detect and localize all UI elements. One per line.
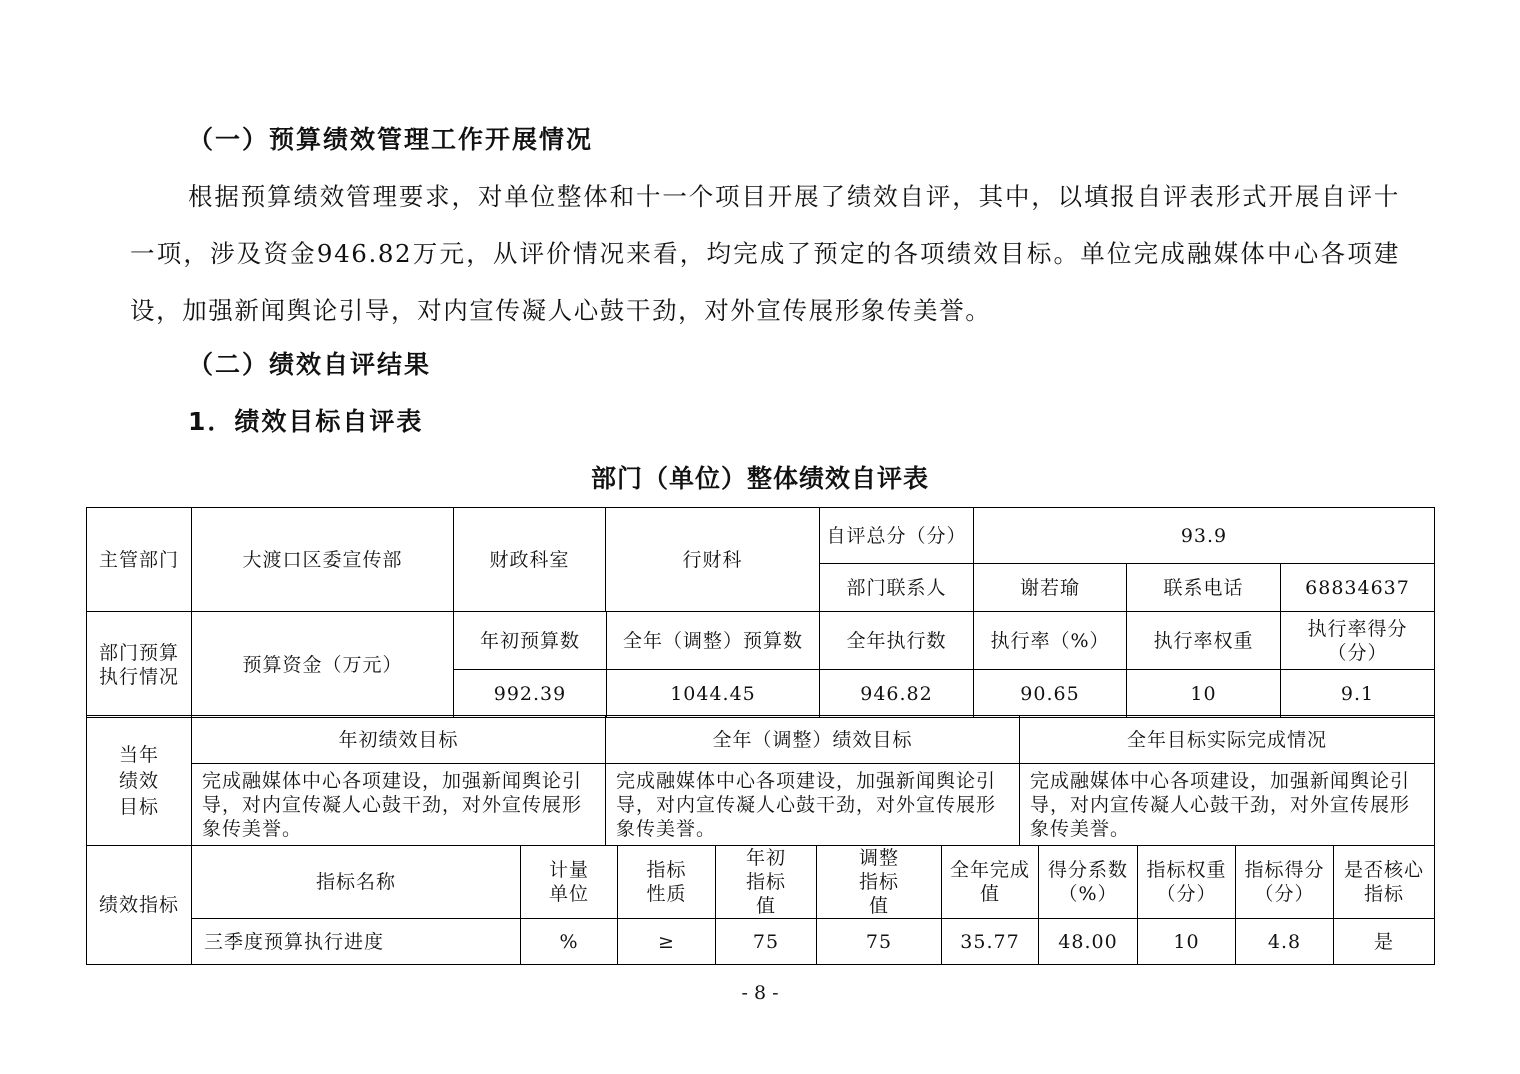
budget-header-rate: 执行率（%） [974,612,1127,670]
budget-header-initial: 年初预算数 [454,612,607,669]
indicator-name: 三季度预算执行进度 [192,919,521,965]
page-number: - 8 - [741,982,779,1004]
dept-label: 主管部门 [87,508,192,612]
budget-value-weight: 10 [1127,670,1281,718]
indicator-adjusted: 75 [817,919,942,965]
budget-value-cells [454,670,820,718]
indicators-table [86,845,1435,965]
budget-value-adjusted: 1044.45 [670,682,756,705]
score-value: 93.9 [974,508,1435,564]
dept-value: 大渡口区委宣传部 [192,508,454,612]
budget-header-executed: 全年执行数 [820,612,974,670]
goals-table [86,715,1435,846]
indicator-core: 是 [1334,919,1435,965]
budget-header-cells [454,612,820,670]
goal-text-actual: 完成融媒体中心各项建设，加强新闻舆论引导，对内宣传凝人心鼓干劲，对外宣传展形象传美誉。 [1020,764,1435,846]
budget-value-rate: 90.65 [974,670,1127,718]
goal-label: 当年绩效目标 [87,716,192,846]
goal-text-initial: 完成融媒体中心各项建设，加强新闻舆论引导，对内宣传凝人心鼓干劲，对外宣传展形象传美誉。 [192,764,606,846]
indicator-header-core: 是否核心指标 [1334,846,1435,919]
indicator-completed: 35.77 [942,919,1039,965]
summary-table [86,507,1435,718]
goal-header-actual: 全年目标实际完成情况 [1020,716,1435,764]
indicator-header-completed: 全年完成值 [942,846,1039,919]
indicator-unit: % [521,919,618,965]
indicator-weight: 10 [1138,919,1236,965]
goal-text-adjusted: 完成融媒体中心各项建设，加强新闻舆论引导，对内宣传凝人心鼓干劲，对外宣传展形象传美誉。 [606,764,1020,846]
indicator-coefficient: 48.00 [1039,919,1138,965]
section2-heading: （二）绩效自评结果 [188,350,432,379]
indicator-header-coefficient: 得分系数（%） [1039,846,1138,919]
contact-label: 部门联系人 [820,564,974,612]
phone-label: 联系电话 [1127,564,1281,612]
budget-header-adjusted: 全年（调整）预算数 [622,629,803,652]
budget-header-score: 执行率得分（分） [1281,612,1435,670]
budget-value-executed: 946.82 [820,670,974,718]
section1-paragraph: 根据预算绩效管理要求，对单位整体和十一个项目开展了绩效自评，其中，以填报自评表形式开展自评十一项，涉及资金946.82万元，从评价情况来看，均完成了预定的各项绩效目标。单位完成融媒体中心各项建设，加强新闻舆论引导，对内宣传凝人心鼓干劲，对外宣传展形象传美誉。 [130,182,1400,325]
indicator-header-unit: 计量单位 [521,846,618,919]
section1-heading: （一）预算绩效管理工作开展情况 [188,125,594,154]
contact-value: 谢若瑜 [974,564,1127,612]
budget-value-initial: 992.39 [454,670,607,717]
indicator-header-name: 指标名称 [192,846,521,919]
table-title: 部门（单位）整体绩效自评表 [590,464,929,493]
indicator-header-initial: 年初指标值 [716,846,817,919]
indicator-nature: ≥ [618,919,716,965]
indicator-header-nature: 指标性质 [618,846,716,919]
budget-fund-label: 预算资金（万元） [192,612,454,718]
office-value: 行财科 [606,508,820,612]
indicator-header-weight: 指标权重（分） [1138,846,1236,919]
goal-header-adjusted: 全年（调整）绩效目标 [606,716,1020,764]
indicator-header-score: 指标得分（分） [1236,846,1334,919]
budget-value-score: 9.1 [1281,670,1435,718]
office-label: 财政科室 [454,508,606,612]
indicator-initial: 75 [716,919,817,965]
phone-value: 68834637 [1281,564,1435,612]
indicator-score: 4.8 [1236,919,1334,965]
subsection-heading: 1．绩效目标自评表 [188,407,424,436]
budget-label: 部门预算执行情况 [87,612,192,718]
score-label: 自评总分（分） [820,508,974,564]
indicator-header-adjusted: 调整指标值 [817,846,942,919]
table-row [87,919,1435,965]
budget-header-weight: 执行率权重 [1127,612,1281,670]
goal-header-initial: 年初绩效目标 [192,716,606,764]
indicator-label: 绩效指标 [87,846,192,965]
